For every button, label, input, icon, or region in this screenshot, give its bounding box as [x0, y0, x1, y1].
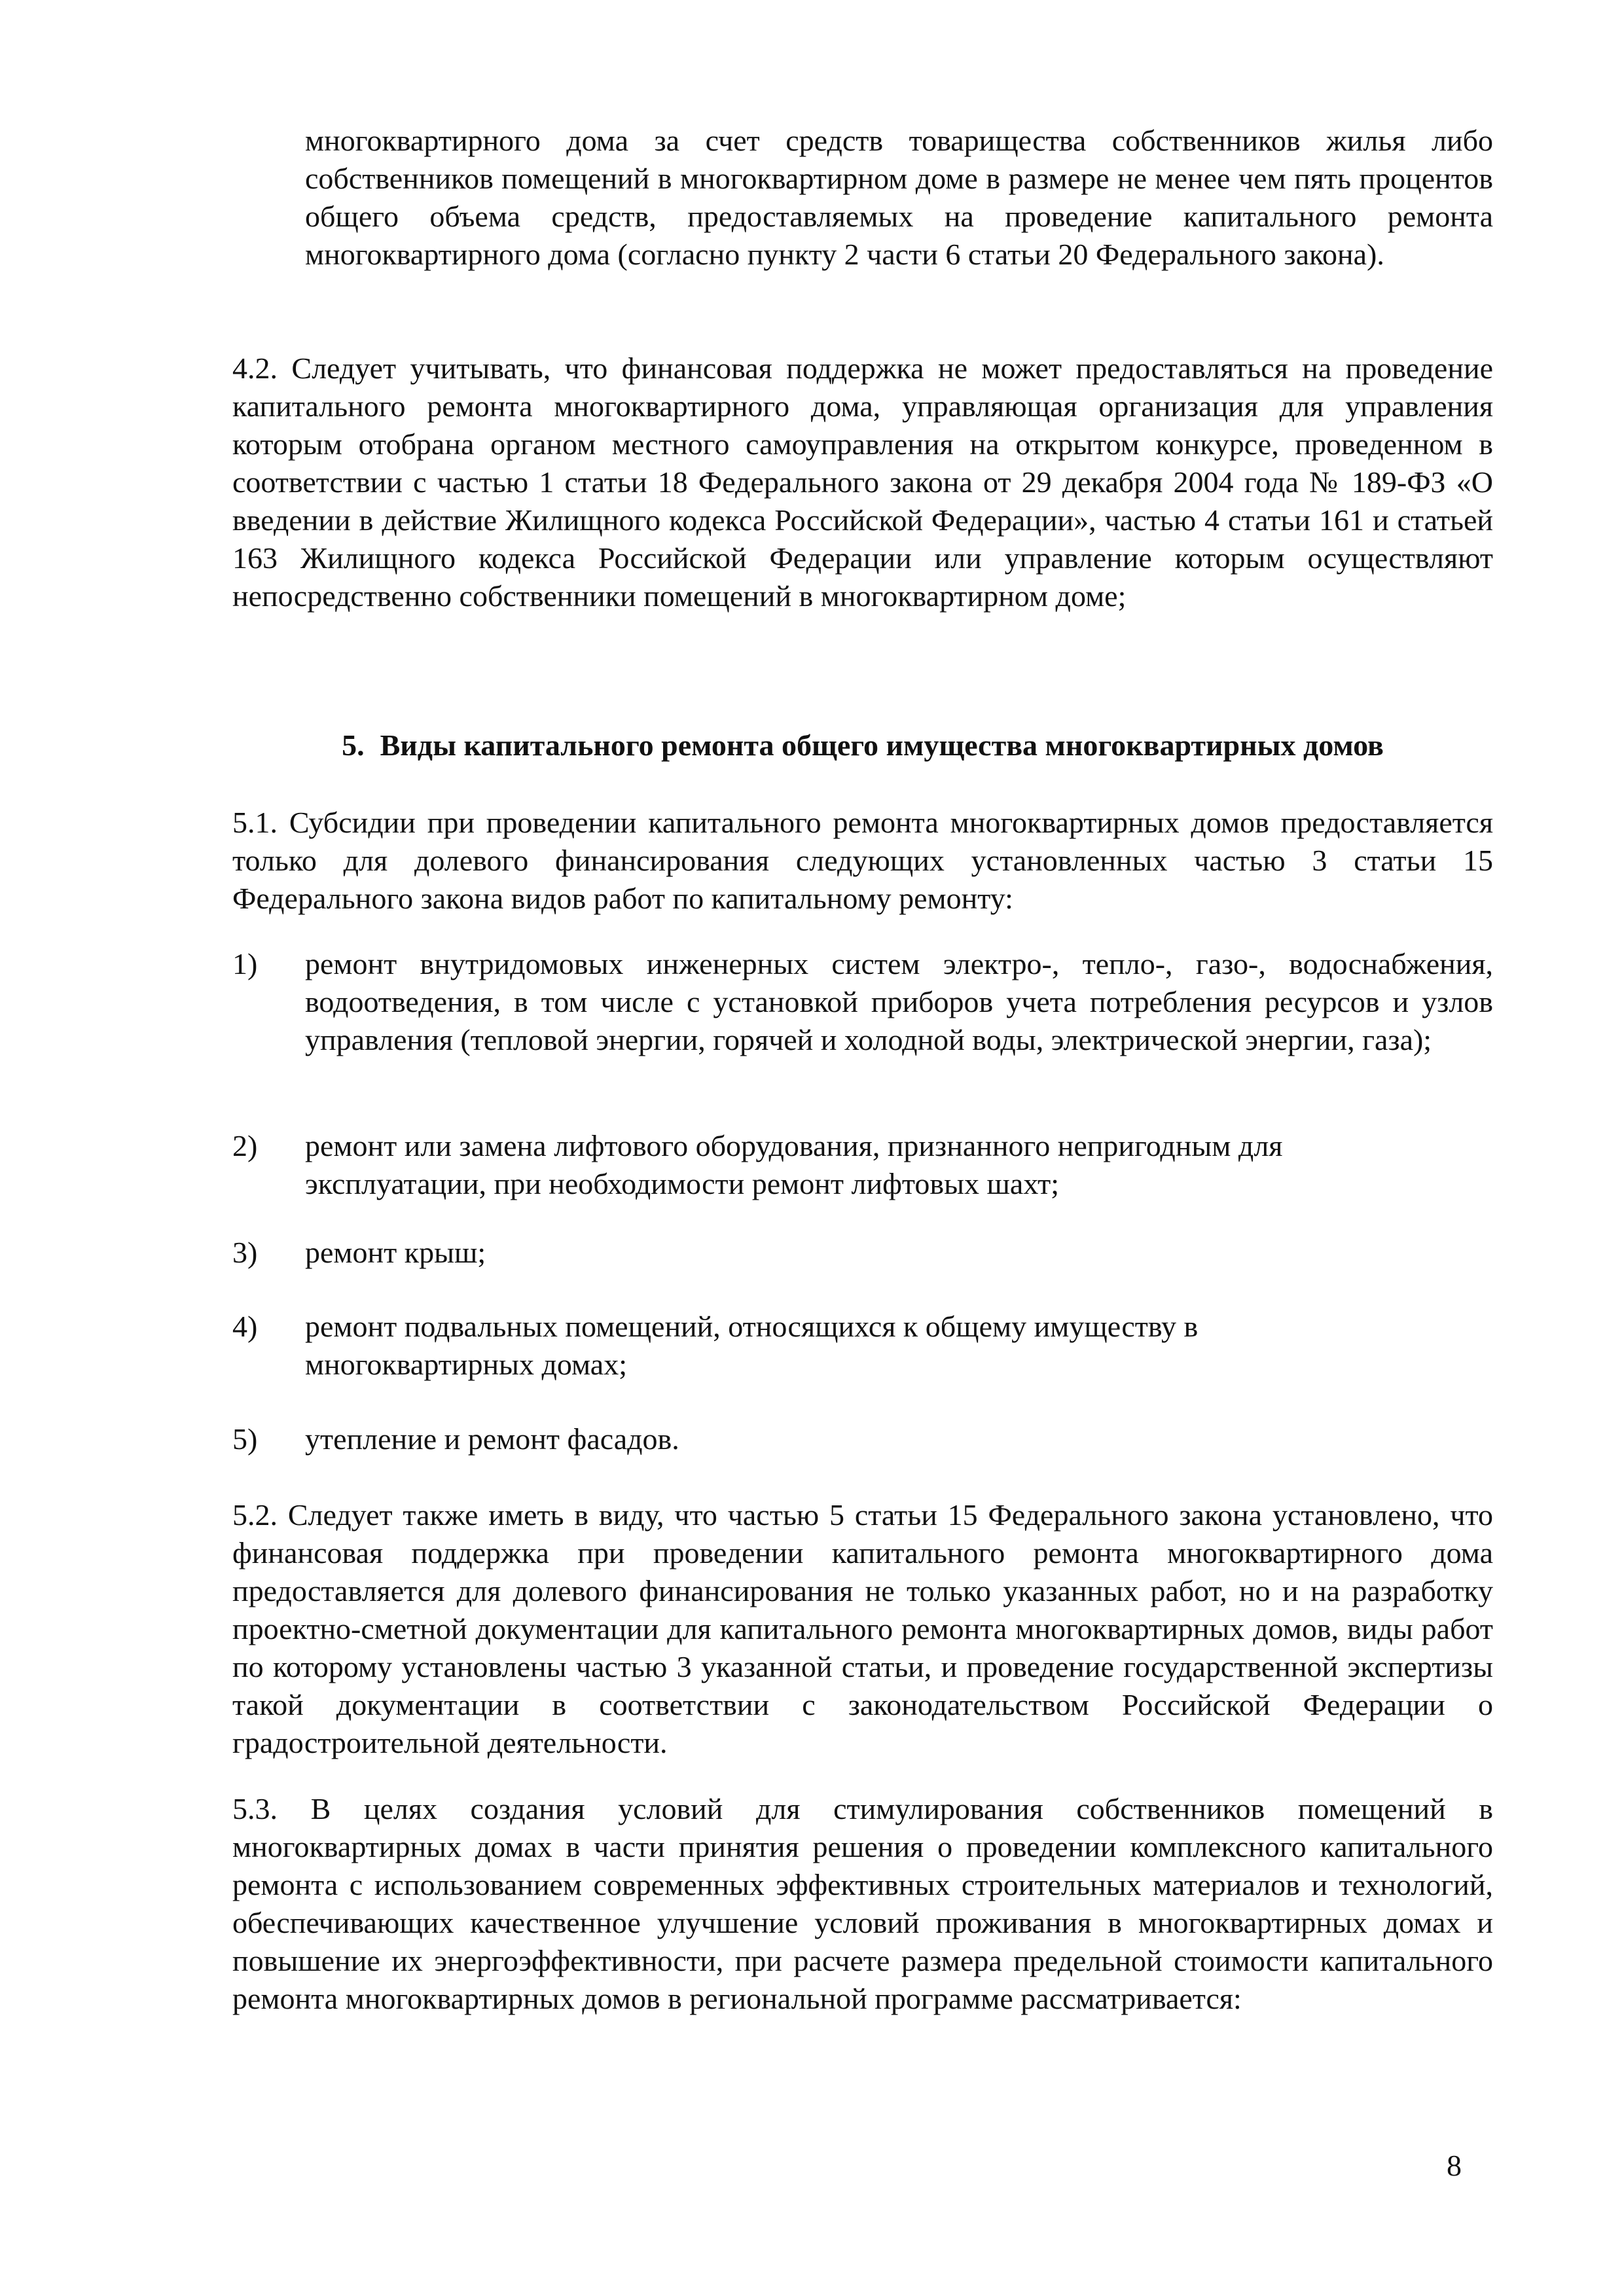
list-item-marker: 5)	[232, 1422, 258, 1456]
continuation-paragraph: многоквартирного дома за счет средств товарищества собственников жилья либо собственников помещений в многоквартирном доме в размере не менее чем пять процентов общего объема средств, предоставляемых на проведение капитального ремонта многоквартирного дома (согласно пункту 2 части 6 статьи 20 Федерального закона).	[305, 124, 1493, 271]
list-item-marker: 3)	[232, 1236, 258, 1269]
paragraph-4-2: 4.2. Следует учитывать, что финансовая поддержка не может предоставляться на проведение капитального ремонта многоквартирного дома, управляющая организация для управления которым отобрана органом местного самоуправления на открытом конкурсе, проведенном в соответствии с частью 1 статьи 18 Федерального закона от 29 декабря 2004 года № 189-ФЗ «О введении в действие Жилищного кодекса Российской Федерации», частью 4 статьи 161 и статьей 163 Жилищного кодекса Российской Федерации или управление которым осуществляют непосредственно собственники помещений в многоквартирном доме;	[232, 351, 1493, 613]
paragraph-5-2: 5.2. Следует также иметь в виду, что частью 5 статьи 15 Федерального закона установлено, что финансовая поддержка при проведении капитального ремонта многоквартирного дома предоставляется для долевого финансирования не только указанных работ, но и на разработку проектно-сметной документации для капитального ремонта многоквартирных домов, виды работ по которому установлены частью 3 указанной статьи, и проведение государственной экспертизы такой документации в соответствии с законодательством Российской Федерации о градостроительной деятельности.	[232, 1498, 1493, 1759]
list-item-text: ремонт подвальных помещений, относящихся к общему имуществу в многоквартирных домах;	[305, 1310, 1199, 1381]
section-5-heading	[232, 726, 1493, 764]
list-item-marker: 1)	[232, 947, 258, 980]
list-item-text: ремонт внутридомовых инженерных систем электро-, тепло-, газо-, водоснабжения, водоотведения, в том числе с установкой приборов учета потребления ресурсов и узлов управления (тепловой энергии, горячей и холодной воды, электрической энергии, газа);	[305, 947, 1493, 1056]
paragraph-5-1: 5.1. Субсидии при проведении капитального ремонта многоквартирных домов предоставляется только для долевого финансирования следующих установленных частью 3 статьи 15 Федерального закона видов работ по капитальному ремонту:	[232, 806, 1493, 915]
paragraph-5-3: 5.3. В целях создания условий для стимулирования собственников помещений в многоквартирных домах в части принятия решения о проведении комплексного капитального ремонта с использованием современных эффективных строительных материалов и технологий, обеспечивающих качественное улучшение условий проживания в многоквартирных домах и повышение их энергоэффективности, при расчете размера предельной стоимости капитального ремонта многоквартирных домов в региональной программе рассматривается:	[232, 1792, 1493, 2015]
list-item-marker: 4)	[232, 1310, 258, 1343]
list-item-text: ремонт или замена лифтового оборудования, признанного непригодным для эксплуатации, при необходимости ремонт лифтовых шахт;	[305, 1129, 1283, 1200]
list-item-text: утепление и ремонт фасадов.	[305, 1422, 679, 1456]
section-5-title: Виды капитального ремонта общего имущества многоквартирных домов	[380, 728, 1384, 762]
list-item-text: ремонт крыш;	[305, 1236, 486, 1269]
list-item-marker: 2)	[232, 1129, 258, 1162]
page-number: 8	[1447, 2149, 1462, 2182]
section-5-number: 5.	[342, 728, 365, 762]
